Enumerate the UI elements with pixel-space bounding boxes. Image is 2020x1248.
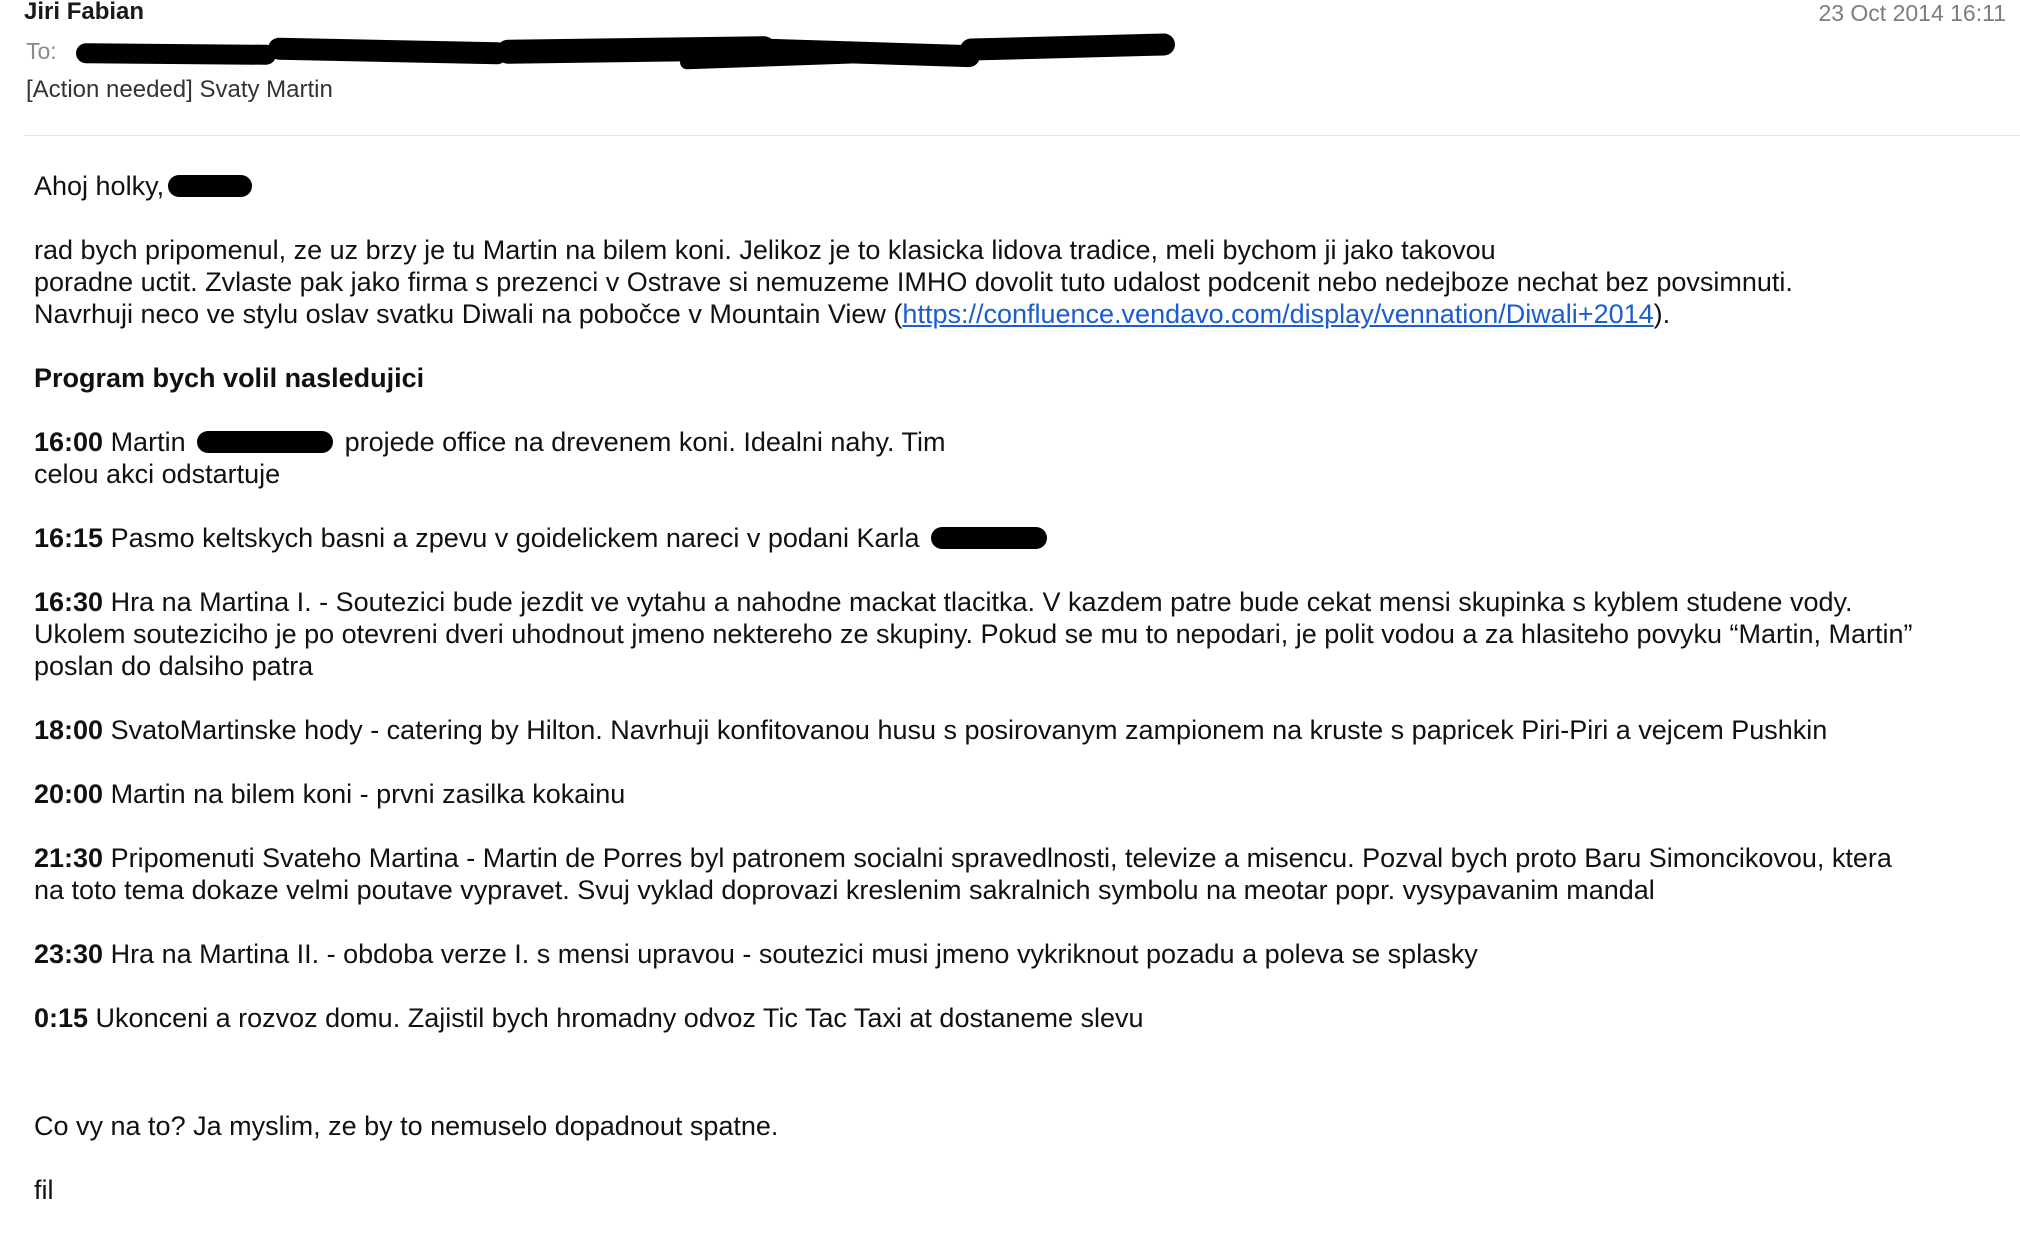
message-subject: [Action needed] Svaty Martin (26, 76, 333, 103)
program-item (34, 778, 1994, 810)
closing-text: Co vy na to? Ja myslim, ze by to nemuselo dopadnout spatne. (34, 1111, 779, 1141)
program-text-continued: poslan do dalsiho patra (34, 651, 314, 681)
intro-line-1: rad bych pripomenul, ze uz brzy je tu Martin na bilem koni. Jelikoz je to klasicka lidova tradice, meli bychom ji jako takovou (34, 235, 1496, 265)
program-text: Martin (103, 427, 194, 457)
sender-name[interactable]: Jiri Fabian (24, 0, 145, 25)
signature: fil (34, 1175, 54, 1205)
intro-line-3 (34, 298, 1994, 330)
program-text: projede office na drevenem koni. Idealni nahy. Tim (337, 427, 946, 457)
program-time: 0:15 (34, 1003, 89, 1033)
program-item (34, 586, 1994, 618)
program-text: Ukonceni a rozvoz domu. Zajistil bych hromadny odvoz Tic Tac Taxi at dostaneme slevu (88, 1003, 1144, 1033)
program-text-continued: celou akci odstartuje (34, 459, 281, 489)
program-item (34, 842, 1994, 874)
program-text: Pasmo keltskych basni a zpevu v goidelickem nareci v podani Karla (103, 523, 927, 553)
program-time: 16:00 (34, 427, 104, 457)
program-item (34, 426, 1994, 458)
intro-link-suffix: ). (1653, 299, 1671, 329)
program-time: 18:00 (34, 715, 104, 745)
greeting-text: Ahoj holky, (34, 171, 165, 201)
redaction-mark (197, 431, 333, 453)
program-text: Hra na Martina II. - obdoba verze I. s mensi upravou - soutezici musi jmeno vykriknout pozadu a poleva se splasky (103, 939, 1478, 969)
to-label: To: (26, 38, 57, 64)
greeting-line (34, 170, 1994, 202)
program-item (34, 938, 1994, 970)
program-time: 20:00 (34, 779, 104, 809)
header-divider (24, 135, 2020, 136)
program-text: Martin na bilem koni - prvni zasilka kokainu (103, 779, 626, 809)
program-text-continued: Ukolem souteziciho je po otevreni dveri uhodnout jmeno nektereho ze skupiny. Pokud se mu to nepodari, je polit vodou a za hlasiteho povyku “Martin, Martin” (34, 619, 1913, 649)
redaction-mark (168, 175, 252, 197)
program-item (34, 1002, 1994, 1034)
redaction-mark (76, 43, 276, 65)
intro-line-2: poradne uctit. Zvlaste pak jako firma s prezenci v Ostrave si nemuzeme IMHO dovolit tuto udalost podcenit nebo nedejboze nechat bez povsimnuti. (34, 267, 1793, 297)
program-time: 16:15 (34, 523, 104, 553)
program-item (34, 714, 1994, 746)
program-text: Pripomenuti Svateho Martina - Martin de Porres byl patronem socialni spravedlnosti, televize a misencu. Pozval bych proto Baru Simoncikovou, ktera (103, 843, 1892, 873)
program-time: 23:30 (34, 939, 104, 969)
program-time: 16:30 (34, 587, 104, 617)
program-heading: Program bych volil nasledujici (34, 363, 425, 393)
program-text-continued: na toto tema dokaze velmi poutave vypravet. Svuj vyklad doprovazi kreslenim sakralnich symbolu na meotar popr. vysypavanim mandal (34, 875, 1655, 905)
message-date: 23 Oct 2014 16:11 (1818, 0, 2006, 26)
program-text: Hra na Martina I. - Soutezici bude jezdit ve vytahu a nahodne mackat tlacitka. V kazdem patre bude cekat mensi skupinka s kyblem studene vody. (103, 587, 1853, 617)
redaction-mark (931, 527, 1047, 549)
message-body (34, 170, 1994, 1206)
confluence-link[interactable]: https://confluence.vendavo.com/display/vennation/Diwali+2014 (902, 299, 1654, 329)
program-time: 21:30 (34, 843, 104, 873)
program-item (34, 522, 1994, 554)
intro-link-prefix: Navrhuji neco ve stylu oslav svatku Diwali na pobočce v Mountain View ( (34, 299, 903, 329)
program-text: SvatoMartinske hody - catering by Hilton. Navrhuji konfitovanou husu s posirovanym zampionem na kruste s papricek Piri-Piri a vejcem Pushkin (103, 715, 1828, 745)
